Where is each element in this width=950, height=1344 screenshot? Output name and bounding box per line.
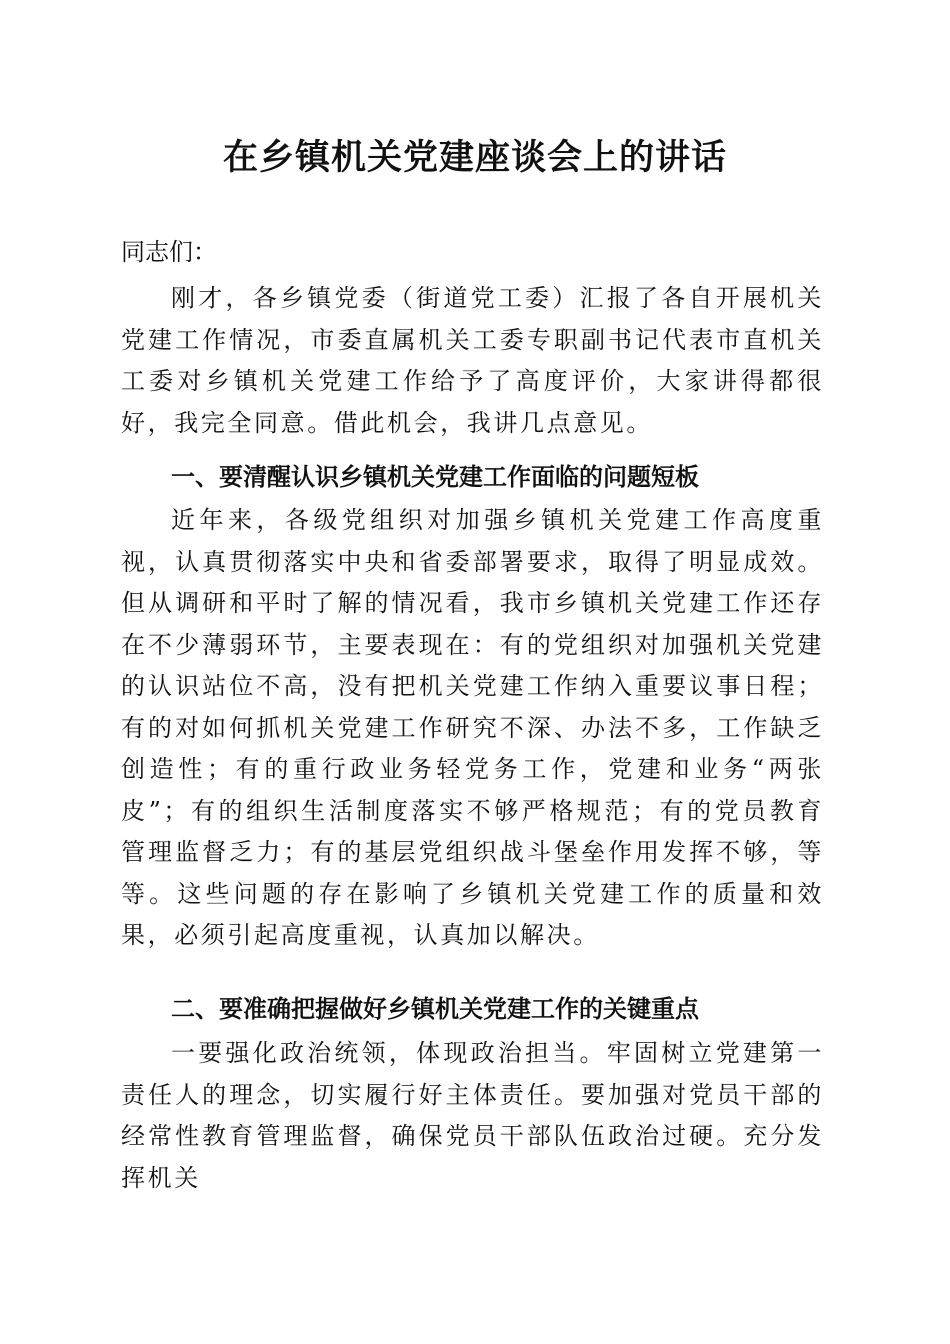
section-heading-2: 二、要准确把握做好乡镇机关党建工作的关键重点 (171, 995, 699, 1023)
section-heading-1: 一、要清醒认识乡镇机关党建工作面临的问题短板 (171, 463, 699, 491)
document-title: 在乡镇机关党建座谈会上的讲话 (222, 137, 727, 178)
paragraph-opening: 刚才，各乡镇党委（街道党工委）汇报了各自开展机关党建工作情况，市委直属机关工委专职副书记代表市直机关工委对乡镇机关党建工作给予了高度评价，大家讲得都很好，我完全同意。借此机会，我讲几点意见。 (121, 284, 824, 437)
salutation: 同志们： (121, 238, 217, 266)
paragraph-political-leadership: 一要强化政治统领，体现政治担当。牢固树立党建第一责任人的理念，切实履行好主体责任。要加强对党员干部的经常性教育管理监督，确保党员干部队伍政治过硬。充分发挥机关 (121, 1039, 824, 1192)
paragraph-problems: 近年来，各级党组织对加强乡镇机关党建工作高度重视，认真贯彻落实中央和省委部署要求，取得了明显成效。但从调研和平时了解的情况看，我市乡镇机关党建工作还存在不少薄弱环节，主要表现在：有的党组织对加强机关党建的认识站位不高，没有把机关党建工作纳入重要议事日程；有的对如何抓机关党建工作研究不深、办法不多，工作缺乏创造性；有的重行政业务轻党务工作，党建和业务“两张皮”；有的组织生活制度落实不够严格规范；有的党员教育管理监督乏力；有的基层党组织战斗堡垒作用发挥不够，等等。这些问题的存在影响了乡镇机关党建工作的质量和效果，必须引起高度重视，认真加以解决。 (121, 506, 824, 949)
